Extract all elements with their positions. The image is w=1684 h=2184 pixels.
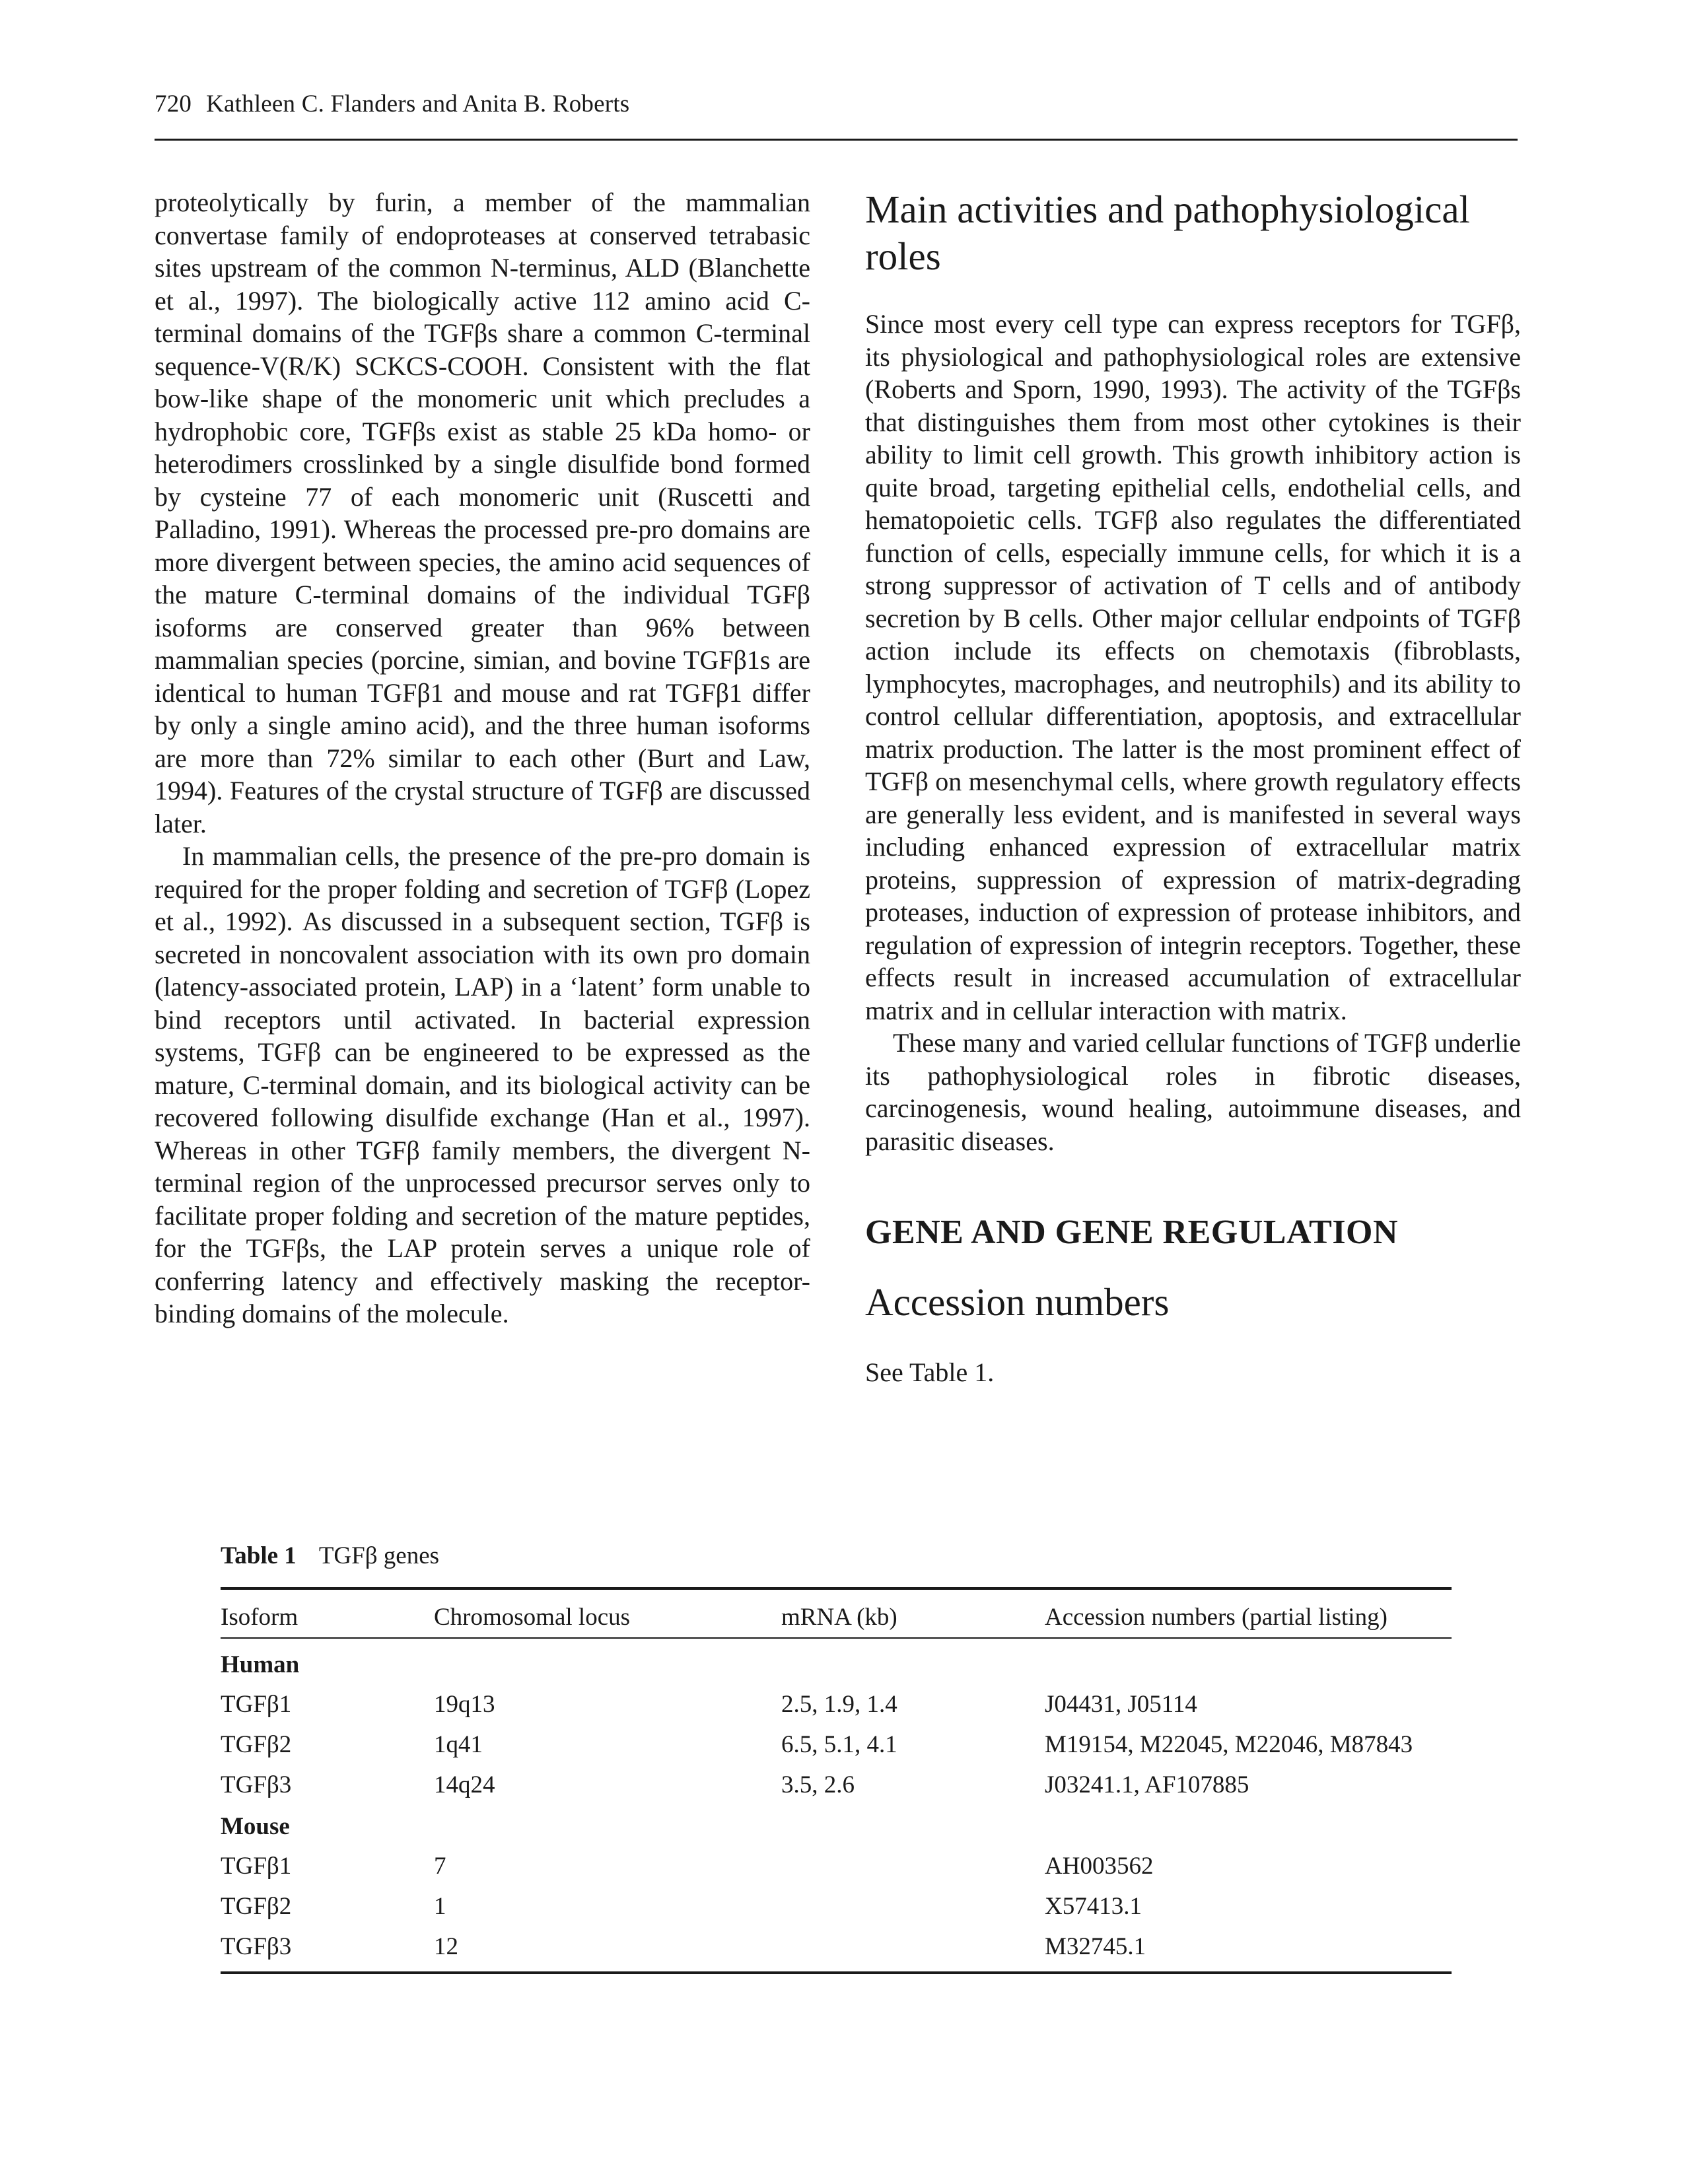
cell-locus: 12 bbox=[434, 1933, 458, 1960]
left-column bbox=[155, 186, 810, 1330]
cell-accession: J03241.1, AF107885 bbox=[1045, 1771, 1249, 1798]
table-group-human bbox=[221, 1641, 1452, 1682]
cell-mrna: 6.5, 5.1, 4.1 bbox=[781, 1731, 897, 1758]
cell-accession: M19154, M22045, M22046, M87843 bbox=[1045, 1731, 1413, 1758]
cell-locus: 1q41 bbox=[434, 1731, 483, 1758]
header-accession-numbers: Accession numbers (partial listing) bbox=[1045, 1604, 1387, 1631]
cell-locus: 19q13 bbox=[434, 1691, 495, 1718]
cell-locus: 1 bbox=[434, 1893, 446, 1920]
see-table-reference: See Table 1. bbox=[865, 1357, 995, 1387]
table-row bbox=[221, 1682, 1452, 1723]
cell-accession: M32745.1 bbox=[1045, 1933, 1146, 1960]
group-label: Human bbox=[221, 1651, 300, 1678]
cell-accession: AH003562 bbox=[1045, 1853, 1154, 1880]
cell-isoform: TGFβ3 bbox=[221, 1771, 292, 1798]
right-paragraph-2: These many and varied cellular functions of TGFβ underlie its pathophysiological roles in fibrotic diseases, carcinogenesis, wound healing, autoimmune diseases, and parasitic diseases. bbox=[865, 1028, 1521, 1156]
table-row bbox=[221, 1884, 1452, 1925]
table-row bbox=[221, 1925, 1452, 1965]
table-caption-label: Table 1 bbox=[221, 1542, 297, 1569]
cell-locus: 7 bbox=[434, 1853, 446, 1880]
table-row bbox=[221, 1723, 1452, 1763]
cell-locus: 14q24 bbox=[434, 1771, 495, 1798]
running-head bbox=[155, 90, 629, 118]
right-column bbox=[865, 186, 1521, 1389]
header-isoform: Isoform bbox=[221, 1604, 298, 1631]
table-bottom-rule bbox=[221, 1971, 1452, 1974]
page-number: 720 bbox=[155, 90, 192, 118]
left-paragraph-2: In mammalian cells, the presence of the pre-pro domain is required for the proper folding and secretion of TGFβ (Lopez et al., 1992). As discussed in a subsequent section, TGFβ is secreted in noncovalent association with its own pro domain (latency-associated protein, LAP) in a ‘latent’ form unable to bind receptors until activated. In bacterial expression systems, TGFβ can be engineered to be expressed as the mature, C-terminal domain, and its biological activity can be recovered following disulfide exchange (Han et al., 1997). Whereas in other TGFβ family members, the divergent N-terminal region of the unprocessed precursor serves only to facilitate proper folding and secretion of the mature peptides, for the TGFβs, the LAP protein serves a unique role of conferring latency and effectively masking the receptor-binding domains of the molecule. bbox=[155, 841, 810, 1328]
cell-isoform: TGFβ2 bbox=[221, 1893, 292, 1920]
cell-isoform: TGFβ1 bbox=[221, 1853, 292, 1880]
cell-isoform: TGFβ1 bbox=[221, 1691, 292, 1718]
cell-accession: J04431, J05114 bbox=[1045, 1691, 1197, 1718]
genes-table bbox=[221, 1587, 1452, 1974]
group-label: Mouse bbox=[221, 1813, 290, 1840]
right-paragraph-1: Since most every cell type can express receptors for TGFβ, its physiological and pathophysiological roles are extensive (Roberts and Sporn, 1990, 1993). The activity of the TGFβs that distinguishes them from most other cytokines is their ability to limit cell growth. This growth inhibitory action is quite broad, targeting epithelial cells, endothelial cells, and hematopoietic cells. TGFβ also regulates the differentiated function of cells, especially immune cells, for which it is a strong suppressor of activation of T cells and of antibody secretion by B cells. Other major cellular endpoints of TGFβ action include its effects on chemotaxis (fibroblasts, lymphocytes, macrophages, and neutrophils) and its ability to control cellular differentiation, apoptosis, and extracellular matrix production. The latter is the most prominent effect of TGFβ on mesenchymal cells, where growth regulatory effects are generally less evident, and is manifested in several ways including enhanced expression of extracellular matrix proteins, suppression of expression of matrix-degrading proteases, induction of expression of protease inhibitors, and regulation of expression of integrin receptors. Together, these effects result in increased accumulation of extracellular matrix and in cellular interaction with matrix. bbox=[865, 309, 1521, 1025]
left-paragraph-1: proteolytically by furin, a member of the mammalian convertase family of endoproteases at conserved tetrabasic sites upstream of the common N-terminus, ALD (Blanchette et al., 1997). The biologically active 112 amino acid C-terminal domains of the TGFβs share a common C-terminal sequence-V(R/K) SCKCS-COOH. Consistent with the flat bow-like shape of the monomeric unit which precludes a hydrophobic core, TGFβs exist as stable 25 kDa homo- or heterodimers crosslinked by a single disulfide bond formed by cysteine 77 of each monomeric unit (Ruscetti and Palladino, 1991). Whereas the processed pre-pro domains are more divergent between species, the amino acid sequences of the mature C-terminal domains of the individual TGFβ isoforms are conserved greater than 96% between mammalian species (porcine, simian, and bovine TGFβ1s are identical to human TGFβ1 and mouse and rat TGFβ1 differ by only a single amino acid), and the three human isoforms are more than 72% similar to each other (Burt and Law, 1994). Features of the crystal structure of TGFβ are discussed later. bbox=[155, 188, 810, 838]
major-heading-gene-regulation: GENE AND GENE REGULATION bbox=[865, 1213, 1399, 1251]
running-head-authors: Kathleen C. Flanders and Anita B. Roberts bbox=[206, 90, 630, 118]
subheading-accession-numbers: Accession numbers bbox=[865, 1280, 1170, 1324]
table-row bbox=[221, 1763, 1452, 1803]
section-heading-main-activities: Main activities and pathophysiological roles bbox=[865, 188, 1470, 278]
table-body bbox=[221, 1639, 1452, 1971]
cell-isoform: TGFβ3 bbox=[221, 1933, 292, 1960]
header-chromosomal-locus: Chromosomal locus bbox=[434, 1604, 631, 1631]
table-header-row bbox=[221, 1590, 1452, 1637]
table-caption bbox=[221, 1542, 439, 1570]
table-caption-title: TGFβ genes bbox=[318, 1542, 440, 1569]
table-group-mouse bbox=[221, 1803, 1452, 1844]
header-rule bbox=[155, 139, 1518, 141]
cell-mrna: 3.5, 2.6 bbox=[781, 1771, 855, 1798]
cell-accession: X57413.1 bbox=[1045, 1893, 1142, 1920]
header-mrna: mRNA (kb) bbox=[781, 1604, 897, 1631]
cell-isoform: TGFβ2 bbox=[221, 1731, 292, 1758]
cell-mrna: 2.5, 1.9, 1.4 bbox=[781, 1691, 897, 1718]
table-row bbox=[221, 1844, 1452, 1884]
